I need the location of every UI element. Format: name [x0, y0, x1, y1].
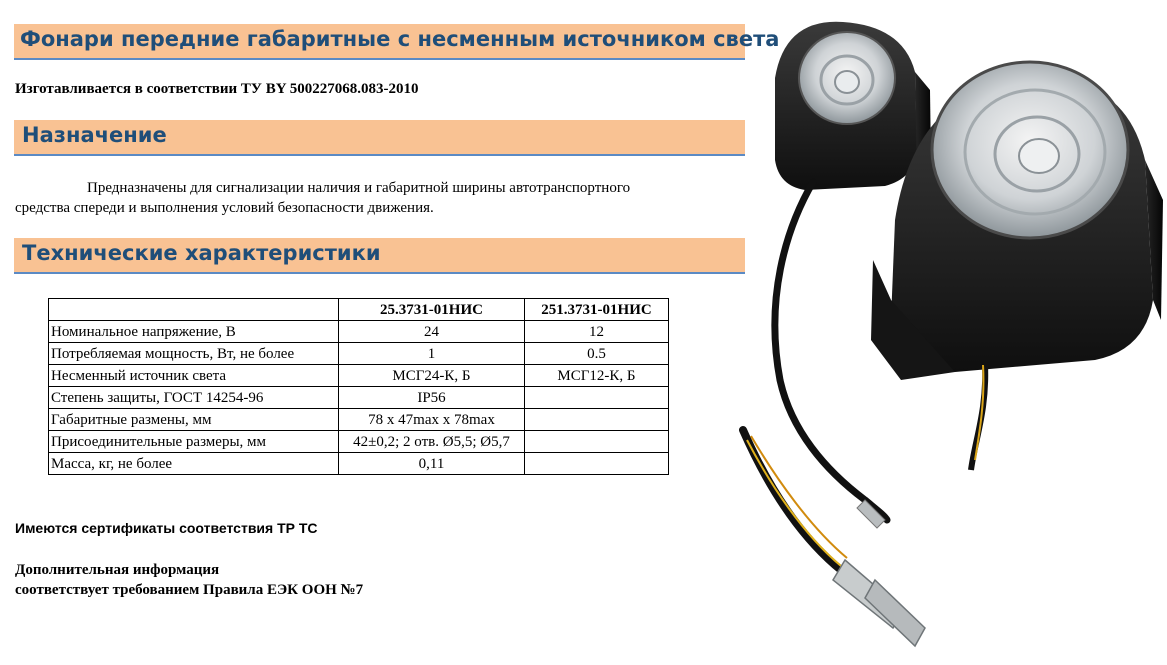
table-cell: 0,11 — [339, 453, 525, 475]
table-cell: 42±0,2; 2 отв. Ø5,5; Ø5,7 — [339, 431, 525, 453]
table-header-cell: 251.3731-01НИС — [525, 299, 669, 321]
specs-table — [48, 298, 669, 475]
table-row — [49, 387, 669, 409]
purpose-text-line2: средства спереди и выполнения условий безопасности движения. — [15, 200, 434, 216]
purpose-band — [14, 120, 745, 156]
table-header-cell: 25.3731-01НИС — [339, 299, 525, 321]
table-cell: МСГ12-К, Б — [525, 365, 669, 387]
certificates-note: Имеются сертификаты соответствия ТР ТС — [15, 520, 318, 536]
additional-info-title: Дополнительная информация — [15, 562, 220, 578]
table-cell — [525, 409, 669, 431]
table-cell: 12 — [525, 321, 669, 343]
table-header-row — [49, 299, 669, 321]
table-cell: МСГ24-К, Б — [339, 365, 525, 387]
table-row — [49, 431, 669, 453]
table-cell: 78 x 47max x 78max — [339, 409, 525, 431]
marker-lamp-photo — [725, 0, 1167, 665]
specs-heading: Технические характеристики — [22, 241, 381, 265]
table-cell: Габаритные размены, мм — [49, 409, 339, 431]
purpose-text — [15, 178, 745, 218]
table-cell: Присоединительные размеры, мм — [49, 431, 339, 453]
table-row — [49, 365, 669, 387]
table-cell: Потребляемая мощность, Вт, не более — [49, 343, 339, 365]
table-cell: Несменный источник света — [49, 365, 339, 387]
table-header-cell — [49, 299, 339, 321]
table-cell: IP56 — [339, 387, 525, 409]
purpose-heading: Назначение — [22, 123, 167, 147]
table-row — [49, 453, 669, 475]
cable-connectors — [743, 430, 925, 646]
manufacturing-standard: Изготавливается в соответствии ТУ BY 500227068.083-2010 — [15, 81, 419, 97]
table-row — [49, 409, 669, 431]
page-title: Фонари передние габаритные с несменным источником света — [20, 27, 780, 51]
specs-band — [14, 238, 745, 274]
table-cell — [525, 431, 669, 453]
table-cell — [525, 387, 669, 409]
table-cell: Степень защиты, ГОСТ 14254-96 — [49, 387, 339, 409]
table-cell — [525, 453, 669, 475]
table-cell: Масса, кг, не более — [49, 453, 339, 475]
table-cell: 1 — [339, 343, 525, 365]
title-band — [14, 24, 780, 60]
table-row — [49, 343, 669, 365]
additional-info-text: соответствует требованием Правила ЕЭК ООН №7 — [15, 582, 364, 598]
table-row — [49, 321, 669, 343]
table-cell: 24 — [339, 321, 525, 343]
table-cell: Номинальное напряжение, В — [49, 321, 339, 343]
table-cell: 0.5 — [525, 343, 669, 365]
purpose-text-line1: Предназначены для сигнализации наличия и габаритной ширины автотранспортного — [87, 180, 631, 196]
